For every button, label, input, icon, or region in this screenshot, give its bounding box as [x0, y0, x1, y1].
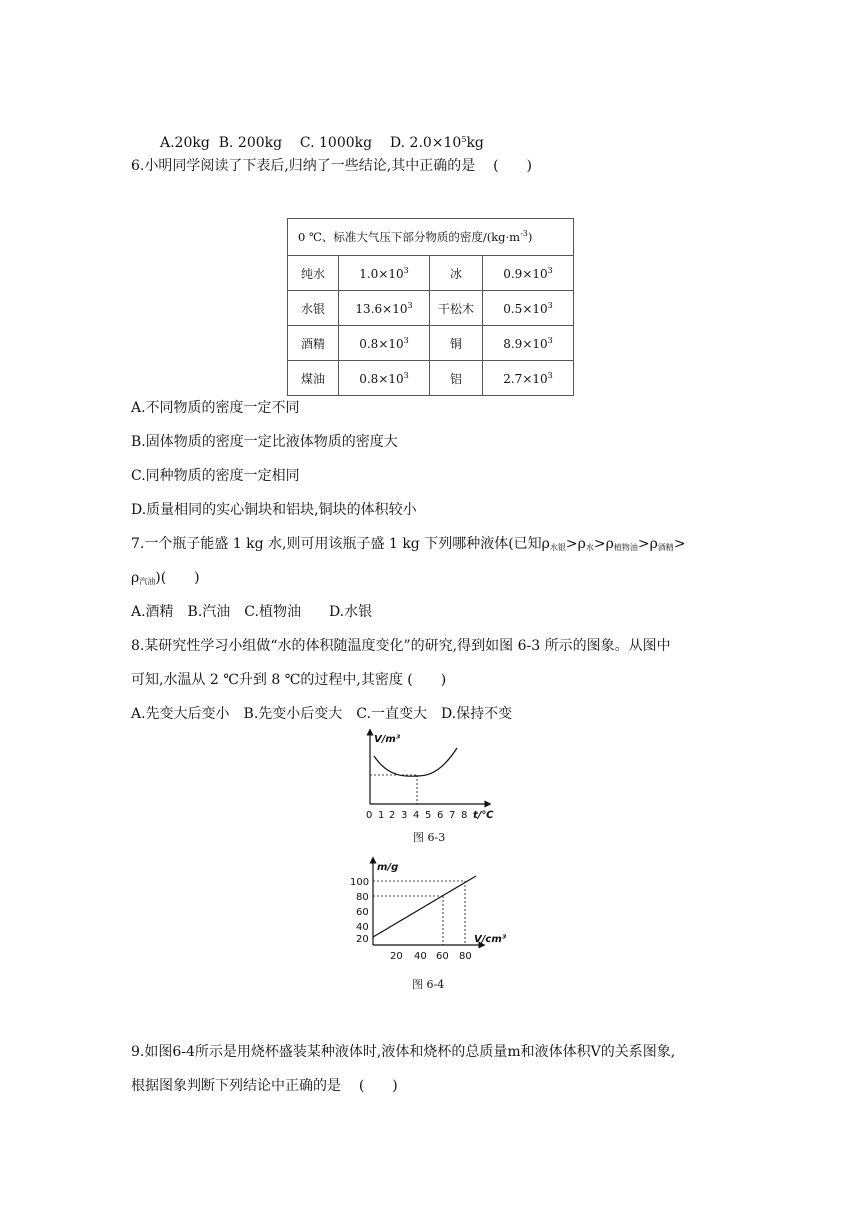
- fig64-xtick: 20: [390, 951, 403, 962]
- fig63-xtick: 0: [366, 810, 373, 821]
- q6-option-b: B.固体物质的密度一定比液体物质的密度大: [131, 434, 398, 450]
- fig63-x-label: t/℃: [473, 810, 494, 821]
- table-row: 酒精 $0.8\times 10^3$ 铜 $8.9\times 10^3$: [288, 326, 574, 361]
- fig63-xtick: 8: [461, 810, 468, 821]
- table-row: 煤油 $0.8\times 10^3$ 铝 $2.7\times 10^3$: [288, 361, 574, 396]
- q5-option-c: C. 1000kg: [299, 135, 373, 151]
- fig63-y-label: V/m³: [374, 734, 401, 745]
- fig64-line: [373, 876, 476, 937]
- fig64-ytick: 100: [350, 877, 370, 888]
- fig63-xtick: 1: [378, 810, 385, 821]
- q5-option-b: B. 200kg: [218, 135, 283, 151]
- q6-option-a: A.不同物质的密度一定不同: [131, 400, 300, 416]
- table-row: 水银 $13.6\times 10^3$ 干松木 $0.5\times 10^3$: [288, 291, 574, 326]
- q6-stem: 6.小明同学阅读了下表后,归纳了一些结论,其中正确的是 ( ): [131, 158, 533, 174]
- q6-answer-bracket: ( ): [493, 158, 533, 174]
- fig63-xtick: 3: [401, 810, 408, 821]
- fig64-x-ticks: [390, 951, 472, 962]
- fig63-xtick: 2: [389, 810, 396, 821]
- q7-options: A.酒精 B.汽油 C.植物油 D.水银: [131, 604, 373, 620]
- density-table-header: 0 ℃、标准大气压下部分物质的密度$/(kg\cdot m^{-3})$: [288, 219, 574, 256]
- q5-options: [160, 130, 484, 153]
- q8-options: A.先变大后变小 B.先变小后变大 C.一直变大 D.保持不变: [131, 706, 513, 722]
- fig63-xtick: 4: [413, 810, 420, 821]
- q7-stem-continued: $\rho_{汽油}$)( ): [131, 570, 200, 586]
- fig63-curve: [374, 748, 457, 776]
- q6-option-c: C.同种物质的密度一定相同: [131, 468, 300, 484]
- fig63-xtick: 7: [449, 810, 456, 821]
- fig64-xtick: 40: [414, 951, 427, 962]
- q9-answer-bracket: ( ): [358, 1078, 398, 1094]
- figure-6-3: [360, 728, 500, 824]
- q5-option-d: D. $2.0\times 10^5kg$: [389, 135, 484, 151]
- fig64-ytick: 20: [356, 934, 369, 945]
- q8-stem-line1: 8.某研究性学习小组做“水的体积随温度变化”的研究,得到如图 6-3 所示的图象。从图中: [131, 638, 671, 654]
- fig64-y-label: m/g: [377, 862, 399, 873]
- fig63-caption: 图 6-3: [413, 831, 446, 844]
- fig64-xtick: 60: [436, 951, 449, 962]
- figure-6-4: [346, 856, 510, 962]
- density-table: [287, 218, 574, 396]
- q9-stem-line1: 9.如图6-4所示是用烧杯盛装某种液体时,液体和烧杯的总质量m和液体体积V的关系图象,: [131, 1044, 676, 1060]
- fig64-ytick: 40: [356, 922, 369, 933]
- q8-stem-line2: 可知,水温从 2 ℃升到 8 ℃的过程中,其密度 ( ): [131, 672, 447, 688]
- table-row: 纯水 $1.0\times 10^3$ 冰 $0.9\times 10^3$: [288, 256, 574, 291]
- q6-option-d: D.质量相同的实心铜块和铝块,铜块的体积较小: [131, 502, 417, 518]
- fig63-xtick: 5: [425, 810, 432, 821]
- fig64-y-ticks: [350, 877, 369, 945]
- q9-stem-line2: 根据图象判断下列结论中正确的是 ( ): [131, 1078, 398, 1094]
- fig64-xtick: 80: [459, 951, 472, 962]
- q5-option-a: A.20kg: [160, 135, 210, 151]
- fig64-x-label: V/cm³: [474, 934, 507, 945]
- fig64-caption: 图 6-4: [412, 978, 445, 991]
- fig64-ytick: 80: [356, 892, 369, 903]
- q7-stem: 7.一个瓶子能盛 1 kg 水,则可用该瓶子盛 1 kg 下列哪种液体(已知$\rho_{水银}>\rho_水>\rho_{植物油}>\rho_{酒精}>$: [131, 536, 686, 552]
- fig63-x-ticks: [366, 810, 467, 821]
- fig63-xtick: 6: [437, 810, 444, 821]
- fig64-ytick: 60: [356, 907, 369, 918]
